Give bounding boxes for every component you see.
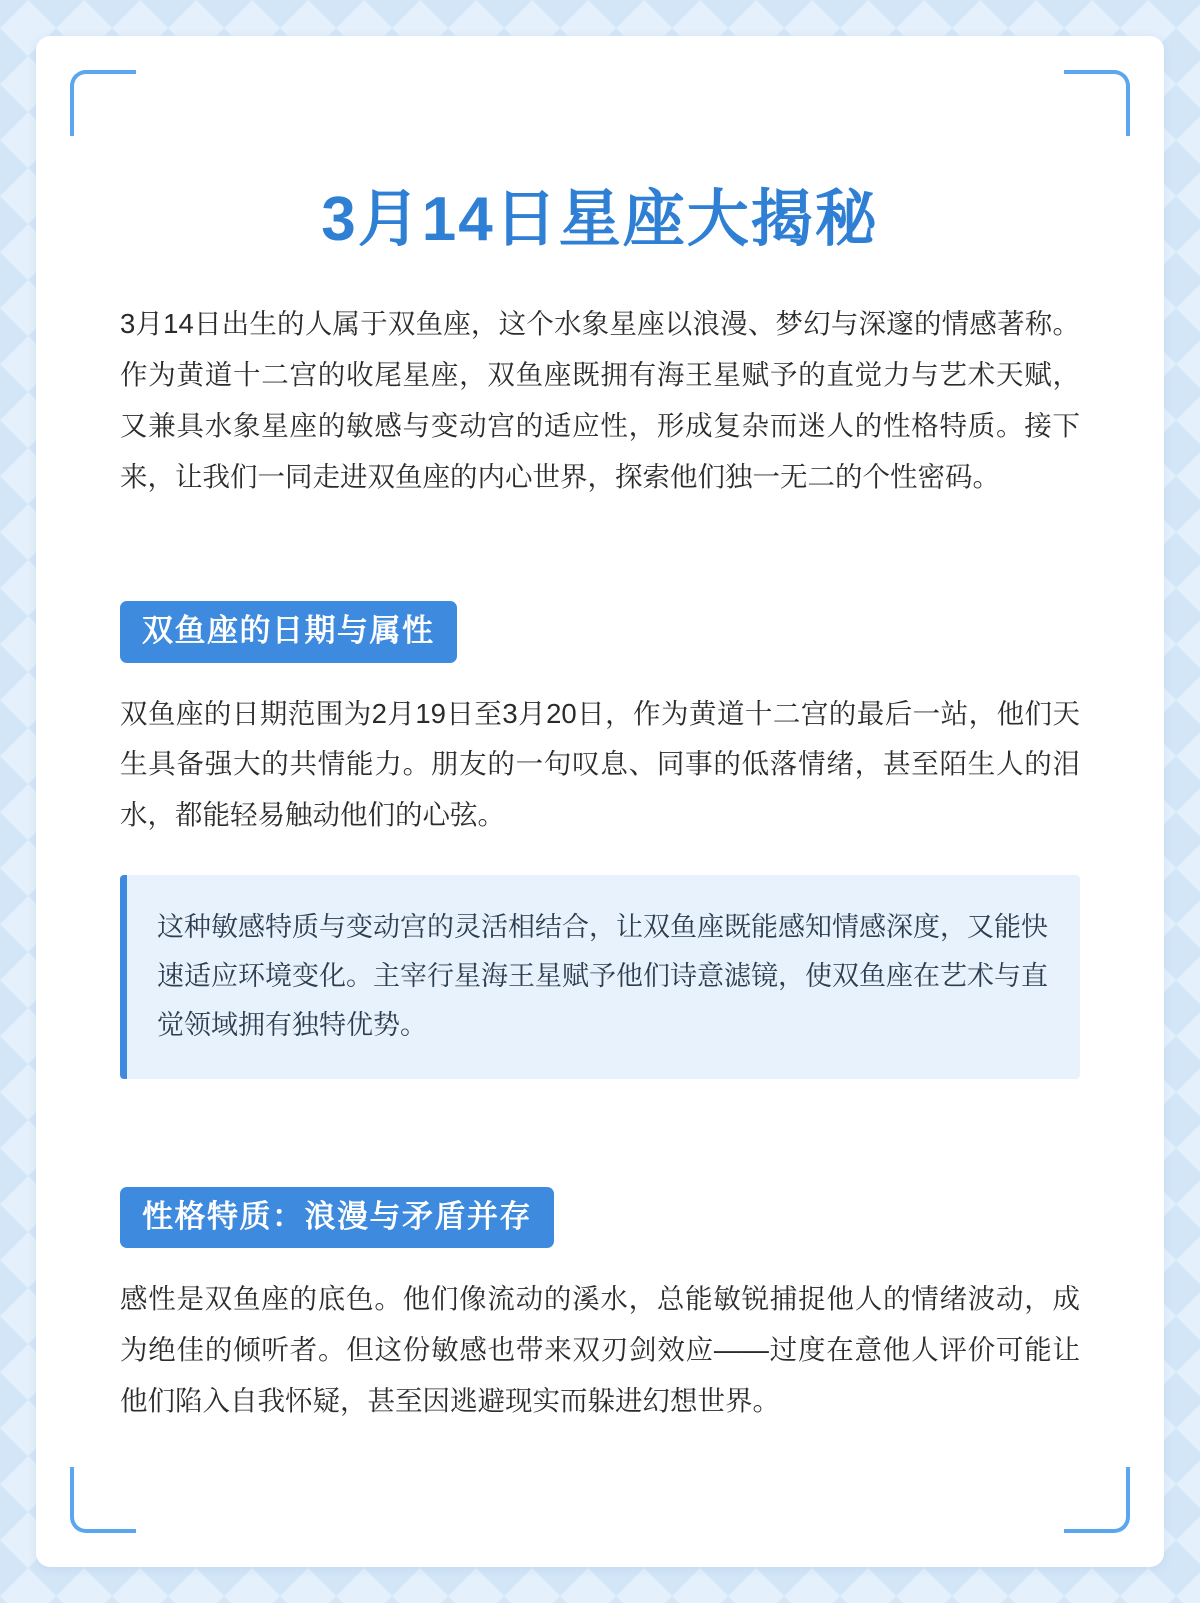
spacer — [120, 523, 1080, 567]
spacer-2 — [120, 1109, 1080, 1153]
section-heading-1-wrap — [120, 601, 1080, 663]
article-card — [36, 36, 1164, 1567]
corner-bracket-top-right — [1064, 70, 1130, 136]
section-1-paragraph: 双鱼座的日期范围为2月19日至3月20日，作为黄道十二宫的最后一站，他们天生具备强大的共情能力。朋友的一句叹息、同事的低落情绪，甚至陌生人的泪水，都能轻易触动他们的心弦。 — [120, 697, 1080, 831]
section-heading-2: 性格特质：浪漫与矛盾并存 — [120, 1187, 554, 1249]
section-1-callout — [120, 875, 1080, 1078]
corner-bracket-top-left — [70, 70, 136, 136]
page-title: 3月14日星座大揭秘 — [321, 185, 879, 254]
corner-bracket-bottom-left — [70, 1467, 136, 1533]
section-2-paragraph: 感性是双鱼座的底色。他们像流动的溪水，总能敏锐捕捉他人的情绪波动，成为绝佳的倾听者。但这份敏感也带来双刃剑效应——过度在意他人评价可能让他们陷入自我怀疑，甚至因逃避现实而躲进幻想世界。 — [120, 1283, 1080, 1417]
section-heading-2-wrap — [120, 1187, 1080, 1249]
article-content — [120, 132, 1080, 1447]
section-heading-1: 双鱼座的日期与属性 — [120, 601, 457, 663]
corner-bracket-bottom-right — [1064, 1467, 1130, 1533]
intro-paragraph: 3月14日出生的人属于双鱼座，这个水象星座以浪漫、梦幻与深邃的情感著称。作为黄道十二宫的收尾星座，双鱼座既拥有海王星赋予的直觉力与艺术天赋，又兼具水象星座的敏感与变动宫的适应性，形成复杂而迷人的性格特质。接下来，让我们一同走进双鱼座的内心世界，探索他们独一无二的个性密码。 — [120, 308, 1080, 492]
section-1-callout-text: 这种敏感特质与变动宫的灵活相结合，让双鱼座既能感知情感深度，又能快速适应环境变化。主宰行星海王星赋予他们诗意滤镜，使双鱼座在艺术与直觉领域拥有独特优势。 — [157, 912, 1048, 1041]
